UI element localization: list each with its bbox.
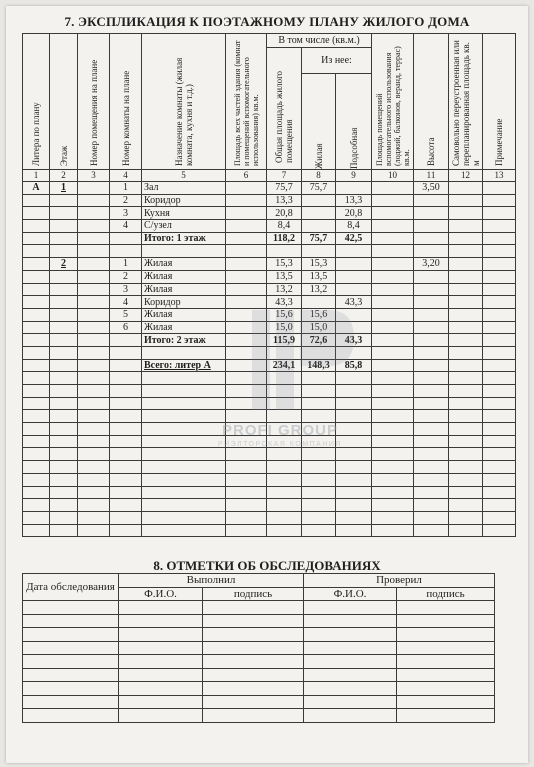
cell-aux-area xyxy=(372,334,414,347)
cell-total: 8,4 xyxy=(267,220,302,233)
table-row xyxy=(23,194,516,207)
header-height: Высота xyxy=(426,137,436,166)
cell-total: 118,2 xyxy=(267,232,302,245)
cell-living xyxy=(302,220,336,233)
cell-floor xyxy=(50,220,78,233)
empty-row xyxy=(23,524,516,537)
cell-floor xyxy=(50,308,78,321)
empty-row xyxy=(23,385,516,398)
cell-premise xyxy=(78,194,110,207)
cell-litera: А xyxy=(23,182,50,195)
cell-name: Жилая xyxy=(142,270,226,283)
cell-living: 13,5 xyxy=(302,270,336,283)
header-total-area: Общая площадь жилого помещения xyxy=(274,70,294,163)
survey-table xyxy=(22,573,495,723)
col-num: 2 xyxy=(50,170,78,182)
cell-room: 3 xyxy=(110,207,142,220)
col-num: 8 xyxy=(302,170,336,182)
cell-height xyxy=(414,283,449,296)
cell-litera xyxy=(23,334,50,347)
cell-room: 2 xyxy=(110,194,142,207)
col-num: 9 xyxy=(336,170,372,182)
cell-room: 4 xyxy=(110,296,142,309)
table-row xyxy=(23,334,516,347)
cell-floor xyxy=(50,334,78,347)
cell-note xyxy=(483,308,516,321)
table-row xyxy=(23,207,516,220)
cell-all-area xyxy=(226,182,267,195)
cell-name: Жилая xyxy=(142,258,226,271)
empty-row xyxy=(23,511,516,524)
header-living: Жилая xyxy=(313,143,324,169)
header-subgroup: Из нее: xyxy=(302,48,372,74)
table-row xyxy=(23,270,516,283)
cell-living xyxy=(302,194,336,207)
cell-room xyxy=(110,359,142,372)
col-num: 12 xyxy=(449,170,483,182)
cell-aux: 20,8 xyxy=(336,207,372,220)
cell-all-area xyxy=(226,207,267,220)
cell-floor xyxy=(50,270,78,283)
cell-aux-area xyxy=(372,296,414,309)
cell-total: 115,9 xyxy=(267,334,302,347)
survey-empty-row xyxy=(23,668,495,682)
cell-note xyxy=(483,258,516,271)
explication-title: 7. ЭКСПЛИКАЦИЯ К ПОЭТАЖНОМУ ПЛАНУ ЖИЛОГО ДОМА xyxy=(64,14,470,29)
survey-date-header: Дата обследования xyxy=(23,574,119,601)
survey-checked-header: Проверил xyxy=(304,574,495,588)
cell-unauth xyxy=(449,359,483,372)
header-premise-number: Номер помещения на плане xyxy=(88,59,99,166)
survey-empty-row xyxy=(23,614,495,628)
empty-row xyxy=(23,473,516,486)
survey-sign-header: подпись xyxy=(397,587,495,601)
cell-height: 3,20 xyxy=(414,258,449,271)
empty-row xyxy=(23,461,516,474)
survey-empty-row xyxy=(23,709,495,723)
header-unauthorized-area: Самовольно переустроенная или перепланированная площадь кв. м xyxy=(450,39,481,166)
cell-floor xyxy=(50,321,78,334)
header-row-1 xyxy=(23,34,516,48)
cell-aux-area xyxy=(372,359,414,372)
cell-unauth xyxy=(449,220,483,233)
cell-aux xyxy=(336,308,372,321)
cell-premise xyxy=(78,296,110,309)
cell-living: 148,3 xyxy=(302,359,336,372)
survey-empty-row xyxy=(23,655,495,669)
cell-name: Жилая xyxy=(142,308,226,321)
cell-living: 72,6 xyxy=(302,334,336,347)
cell-name: Жилая xyxy=(142,321,226,334)
header-litera: Литера по плану xyxy=(31,101,41,166)
cell-unauth xyxy=(449,182,483,195)
cell-floor xyxy=(50,296,78,309)
cell-aux: 43,3 xyxy=(336,334,372,347)
cell-litera xyxy=(23,321,50,334)
cell-living: 15,6 xyxy=(302,308,336,321)
cell-room xyxy=(110,334,142,347)
cell-note xyxy=(483,270,516,283)
cell-name: С/узел xyxy=(142,220,226,233)
cell-living xyxy=(302,207,336,220)
cell-unauth xyxy=(449,334,483,347)
cell-unauth xyxy=(449,270,483,283)
cell-name: Итого: 1 этаж xyxy=(142,232,226,245)
col-num: 11 xyxy=(414,170,449,182)
cell-unauth xyxy=(449,232,483,245)
cell-note xyxy=(483,334,516,347)
cell-premise xyxy=(78,308,110,321)
survey-empty-row xyxy=(23,628,495,642)
cell-height xyxy=(414,334,449,347)
survey-empty-row xyxy=(23,682,495,696)
cell-aux-area xyxy=(372,258,414,271)
cell-floor xyxy=(50,207,78,220)
cell-total: 13,2 xyxy=(267,283,302,296)
cell-room: 2 xyxy=(110,270,142,283)
cell-aux xyxy=(336,321,372,334)
survey-fio-header: Ф.И.О. xyxy=(119,587,203,601)
cell-litera xyxy=(23,296,50,309)
header-group-incl: В том числе (кв.м.) xyxy=(267,34,372,48)
cell-note xyxy=(483,321,516,334)
column-numbers-row xyxy=(23,170,516,182)
header-auxiliary: Подсобная xyxy=(348,127,359,169)
cell-living: 75,7 xyxy=(302,182,336,195)
cell-total: 234,1 xyxy=(267,359,302,372)
col-num: 10 xyxy=(372,170,414,182)
cell-note xyxy=(483,207,516,220)
cell-total: 15,3 xyxy=(267,258,302,271)
explication-body xyxy=(23,182,516,537)
cell-unauth xyxy=(449,258,483,271)
survey-empty-row xyxy=(23,695,495,709)
table-row xyxy=(23,220,516,233)
cell-note xyxy=(483,220,516,233)
table-row xyxy=(23,258,516,271)
survey-fio-header: Ф.И.О. xyxy=(304,587,397,601)
cell-height xyxy=(414,207,449,220)
spacer-row xyxy=(23,245,516,258)
cell-premise xyxy=(78,207,110,220)
cell-aux-area xyxy=(372,182,414,195)
cell-name: Зал xyxy=(142,182,226,195)
cell-aux: 8,4 xyxy=(336,220,372,233)
cell-total: 20,8 xyxy=(267,207,302,220)
cell-aux xyxy=(336,258,372,271)
cell-litera xyxy=(23,283,50,296)
survey-performed-header: Выполнил xyxy=(119,574,304,588)
cell-note xyxy=(483,359,516,372)
cell-unauth xyxy=(449,321,483,334)
empty-row xyxy=(23,410,516,423)
cell-all-area xyxy=(226,258,267,271)
cell-height xyxy=(414,296,449,309)
cell-room xyxy=(110,232,142,245)
cell-all-area xyxy=(226,334,267,347)
cell-aux: 13,3 xyxy=(336,194,372,207)
table-row xyxy=(23,232,516,245)
cell-aux: 85,8 xyxy=(336,359,372,372)
table-row xyxy=(23,283,516,296)
cell-unauth xyxy=(449,296,483,309)
cell-room: 5 xyxy=(110,308,142,321)
header-aux-area: Площадь помещений вспомогательного использования (лоджий, балконов, веранд, террас) кв.м. xyxy=(374,45,411,166)
survey-header-row-1 xyxy=(23,574,495,588)
cell-living: 15,3 xyxy=(302,258,336,271)
header-all-parts-area: Площадь всех частей здания (комнат и помещений вспомогательного использования) кв.м. xyxy=(232,39,260,166)
cell-room: 6 xyxy=(110,321,142,334)
cell-height xyxy=(414,270,449,283)
cell-height xyxy=(414,220,449,233)
cell-note xyxy=(483,283,516,296)
cell-aux-area xyxy=(372,321,414,334)
cell-name: Коридор xyxy=(142,296,226,309)
header-room-number: Номер комнаты на плане xyxy=(120,70,131,166)
watermark-text: PROFI GROUP xyxy=(221,422,338,439)
cell-floor: 2 xyxy=(50,258,78,271)
cell-premise xyxy=(78,258,110,271)
cell-height: 3,50 xyxy=(414,182,449,195)
cell-floor xyxy=(50,232,78,245)
cell-all-area xyxy=(226,359,267,372)
cell-all-area xyxy=(226,283,267,296)
cell-all-area xyxy=(226,194,267,207)
cell-premise xyxy=(78,182,110,195)
col-num: 13 xyxy=(483,170,516,182)
empty-row xyxy=(23,448,516,461)
cell-total: 15,6 xyxy=(267,308,302,321)
survey-empty-row xyxy=(23,601,495,615)
cell-room: 1 xyxy=(110,182,142,195)
cell-unauth xyxy=(449,308,483,321)
explication-table xyxy=(22,33,516,537)
cell-premise xyxy=(78,232,110,245)
cell-note xyxy=(483,232,516,245)
cell-height xyxy=(414,232,449,245)
cell-floor xyxy=(50,283,78,296)
cell-living: 13,2 xyxy=(302,283,336,296)
cell-litera xyxy=(23,232,50,245)
cell-total: 13,3 xyxy=(267,194,302,207)
empty-row xyxy=(23,372,516,385)
cell-unauth xyxy=(449,283,483,296)
cell-aux: 42,5 xyxy=(336,232,372,245)
cell-name: Итого: 2 этаж xyxy=(142,334,226,347)
col-num: 3 xyxy=(78,170,110,182)
cell-premise xyxy=(78,220,110,233)
spacer-row xyxy=(23,346,516,359)
cell-total: 43,3 xyxy=(267,296,302,309)
cell-aux: 43,3 xyxy=(336,296,372,309)
cell-room: 4 xyxy=(110,220,142,233)
cell-unauth xyxy=(449,194,483,207)
cell-all-area xyxy=(226,308,267,321)
cell-name: Коридор xyxy=(142,194,226,207)
cell-litera xyxy=(23,207,50,220)
cell-height xyxy=(414,308,449,321)
col-num: 4 xyxy=(110,170,142,182)
cell-room: 3 xyxy=(110,283,142,296)
cell-note xyxy=(483,296,516,309)
header-room-purpose: Назначение комнаты (жилая комната, кухня и т.д.) xyxy=(173,57,194,166)
cell-total: 15,0 xyxy=(267,321,302,334)
cell-all-area xyxy=(226,321,267,334)
cell-aux-area xyxy=(372,232,414,245)
watermark-subtext: РИЭЛТОРСКАЯ КОМПАНИЯ xyxy=(217,441,342,448)
cell-floor: 1 xyxy=(50,182,78,195)
cell-aux-area xyxy=(372,194,414,207)
cell-height xyxy=(414,321,449,334)
cell-litera xyxy=(23,270,50,283)
cell-total: 75,7 xyxy=(267,182,302,195)
survey-body xyxy=(23,601,495,723)
survey-title: 8. ОТМЕТКИ ОБ ОБСЛЕДОВАНИЯХ xyxy=(153,558,381,573)
survey-sign-header: подпись xyxy=(203,587,304,601)
cell-note xyxy=(483,182,516,195)
cell-height xyxy=(414,194,449,207)
cell-name: Всего: литер А xyxy=(142,359,226,372)
cell-all-area xyxy=(226,232,267,245)
cell-living: 75,7 xyxy=(302,232,336,245)
cell-living: 15,0 xyxy=(302,321,336,334)
cell-aux-area xyxy=(372,220,414,233)
cell-litera xyxy=(23,308,50,321)
cell-premise xyxy=(78,270,110,283)
cell-name: Жилая xyxy=(142,283,226,296)
cell-litera xyxy=(23,194,50,207)
table-row xyxy=(23,182,516,195)
cell-living xyxy=(302,296,336,309)
empty-row xyxy=(23,486,516,499)
cell-aux-area xyxy=(372,207,414,220)
col-num: 6 xyxy=(226,170,267,182)
cell-aux-area xyxy=(372,270,414,283)
table-row xyxy=(23,321,516,334)
empty-row xyxy=(23,499,516,512)
empty-row xyxy=(23,397,516,410)
cell-premise xyxy=(78,359,110,372)
table-row xyxy=(23,359,516,372)
cell-name: Кухня xyxy=(142,207,226,220)
cell-unauth xyxy=(449,207,483,220)
cell-all-area xyxy=(226,220,267,233)
cell-total: 13,5 xyxy=(267,270,302,283)
cell-aux xyxy=(336,270,372,283)
cell-litera xyxy=(23,359,50,372)
cell-aux xyxy=(336,283,372,296)
cell-premise xyxy=(78,334,110,347)
cell-aux-area xyxy=(372,308,414,321)
col-num: 7 xyxy=(267,170,302,182)
cell-room: 1 xyxy=(110,258,142,271)
cell-floor xyxy=(50,359,78,372)
cell-note xyxy=(483,194,516,207)
col-num: 1 xyxy=(23,170,50,182)
table-row xyxy=(23,308,516,321)
cell-litera xyxy=(23,258,50,271)
header-note: Примечание xyxy=(494,118,504,166)
cell-floor xyxy=(50,194,78,207)
cell-aux-area xyxy=(372,283,414,296)
col-num: 5 xyxy=(142,170,226,182)
cell-height xyxy=(414,359,449,372)
cell-aux xyxy=(336,182,372,195)
cell-all-area xyxy=(226,296,267,309)
cell-premise xyxy=(78,321,110,334)
cell-all-area xyxy=(226,270,267,283)
cell-premise xyxy=(78,283,110,296)
survey-empty-row xyxy=(23,641,495,655)
table-row xyxy=(23,296,516,309)
header-floor: Этаж xyxy=(58,145,69,166)
cell-litera xyxy=(23,220,50,233)
